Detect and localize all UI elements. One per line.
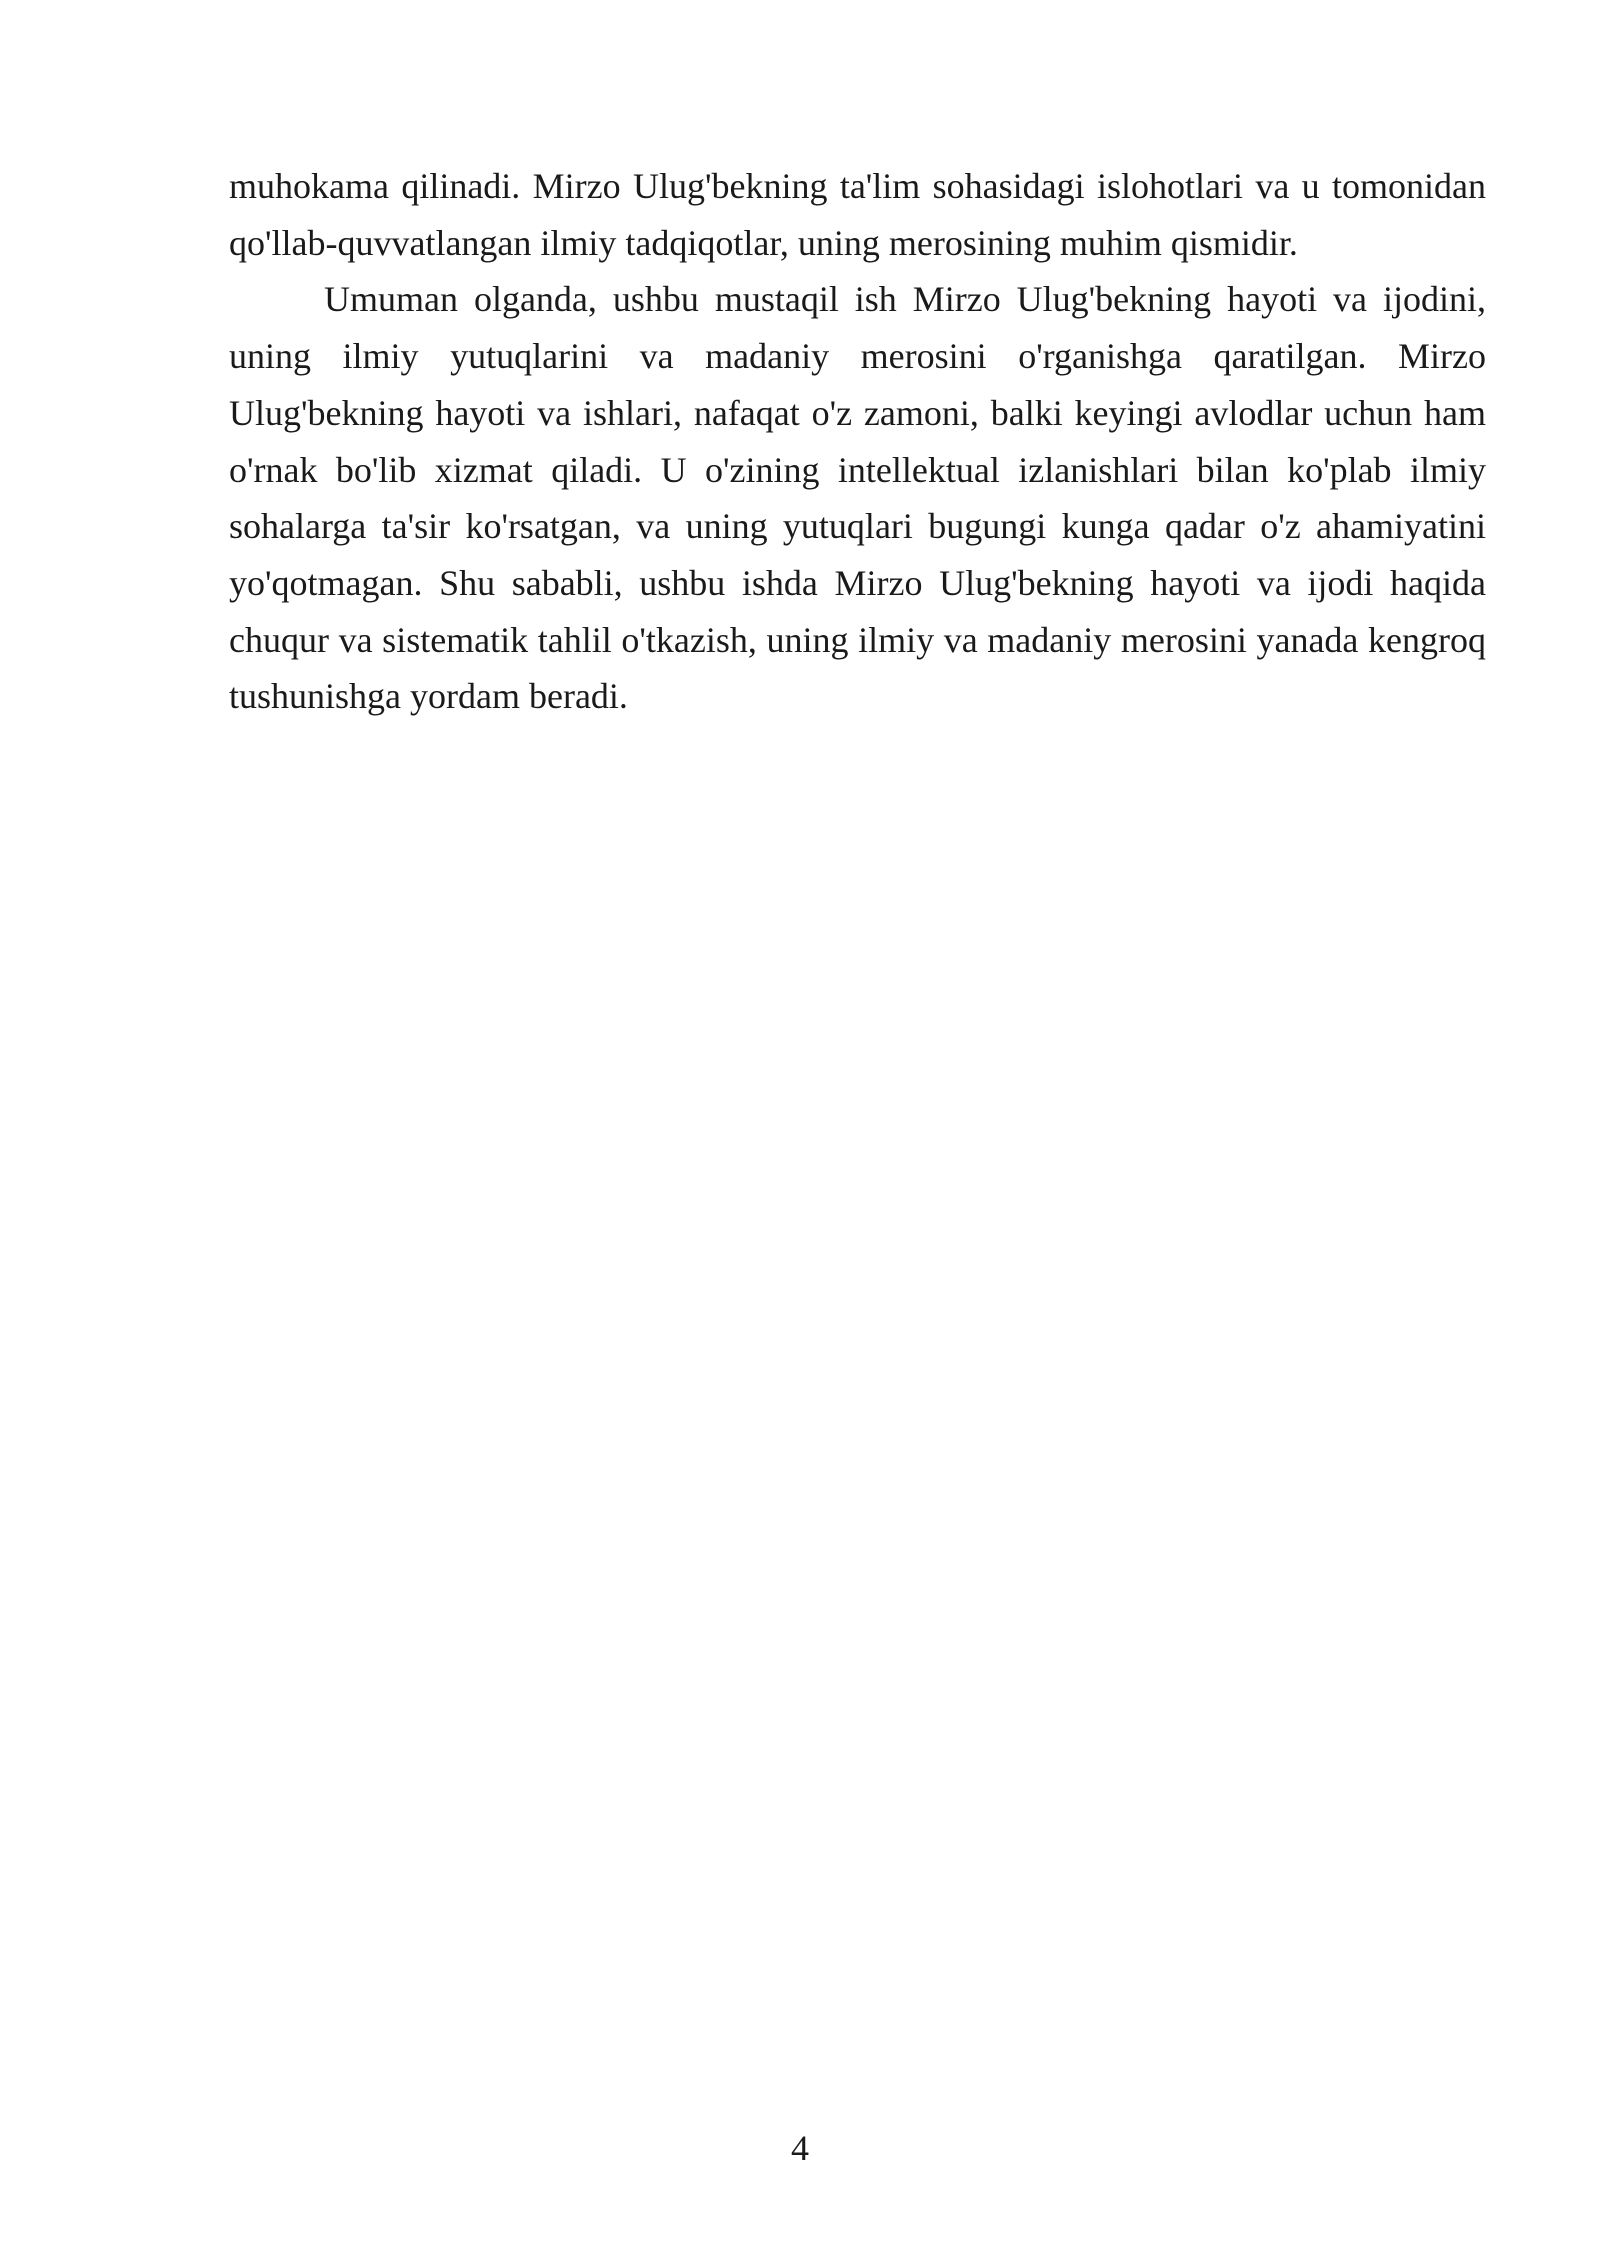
paragraph-continuation: muhokama qilinadi. Mirzo Ulug'bekning ta'lim sohasidagi islohotlari va u tomonidan qo'llab-quvvatlangan ilmiy tadqiqotlar, uning merosining muhim qismidir. [229,166,1486,263]
text-body [229,158,1486,725]
paragraph-conclusion: Umuman olganda, ushbu mustaqil ish Mirzo Ulug'bekning hayoti va ijodini, uning ilmiy yutuqlarini va madaniy merosini o'rganishga qaratilgan. Mirzo Ulug'bekning hayoti va ishlari, nafaqat o'z zamoni, balki keyingi avlodlar uchun ham o'rnak bo'lib xizmat qiladi. U o'zining intellektual izlanishlari bilan ko'plab ilmiy sohalarga ta'sir ko'rsatgan, va uning yutuqlari bugungi kunga qadar o'z ahamiyatini yo'qotmagan. Shu sababli, ushbu ishda Mirzo Ulug'bekning hayoti va ijodi haqida chuqur va sistematik tahlil o'tkazish, uning ilmiy va madaniy merosini yanada kengroq tushunishga yordam beradi. [229,279,1486,717]
page-number: 4 [791,2128,809,2168]
